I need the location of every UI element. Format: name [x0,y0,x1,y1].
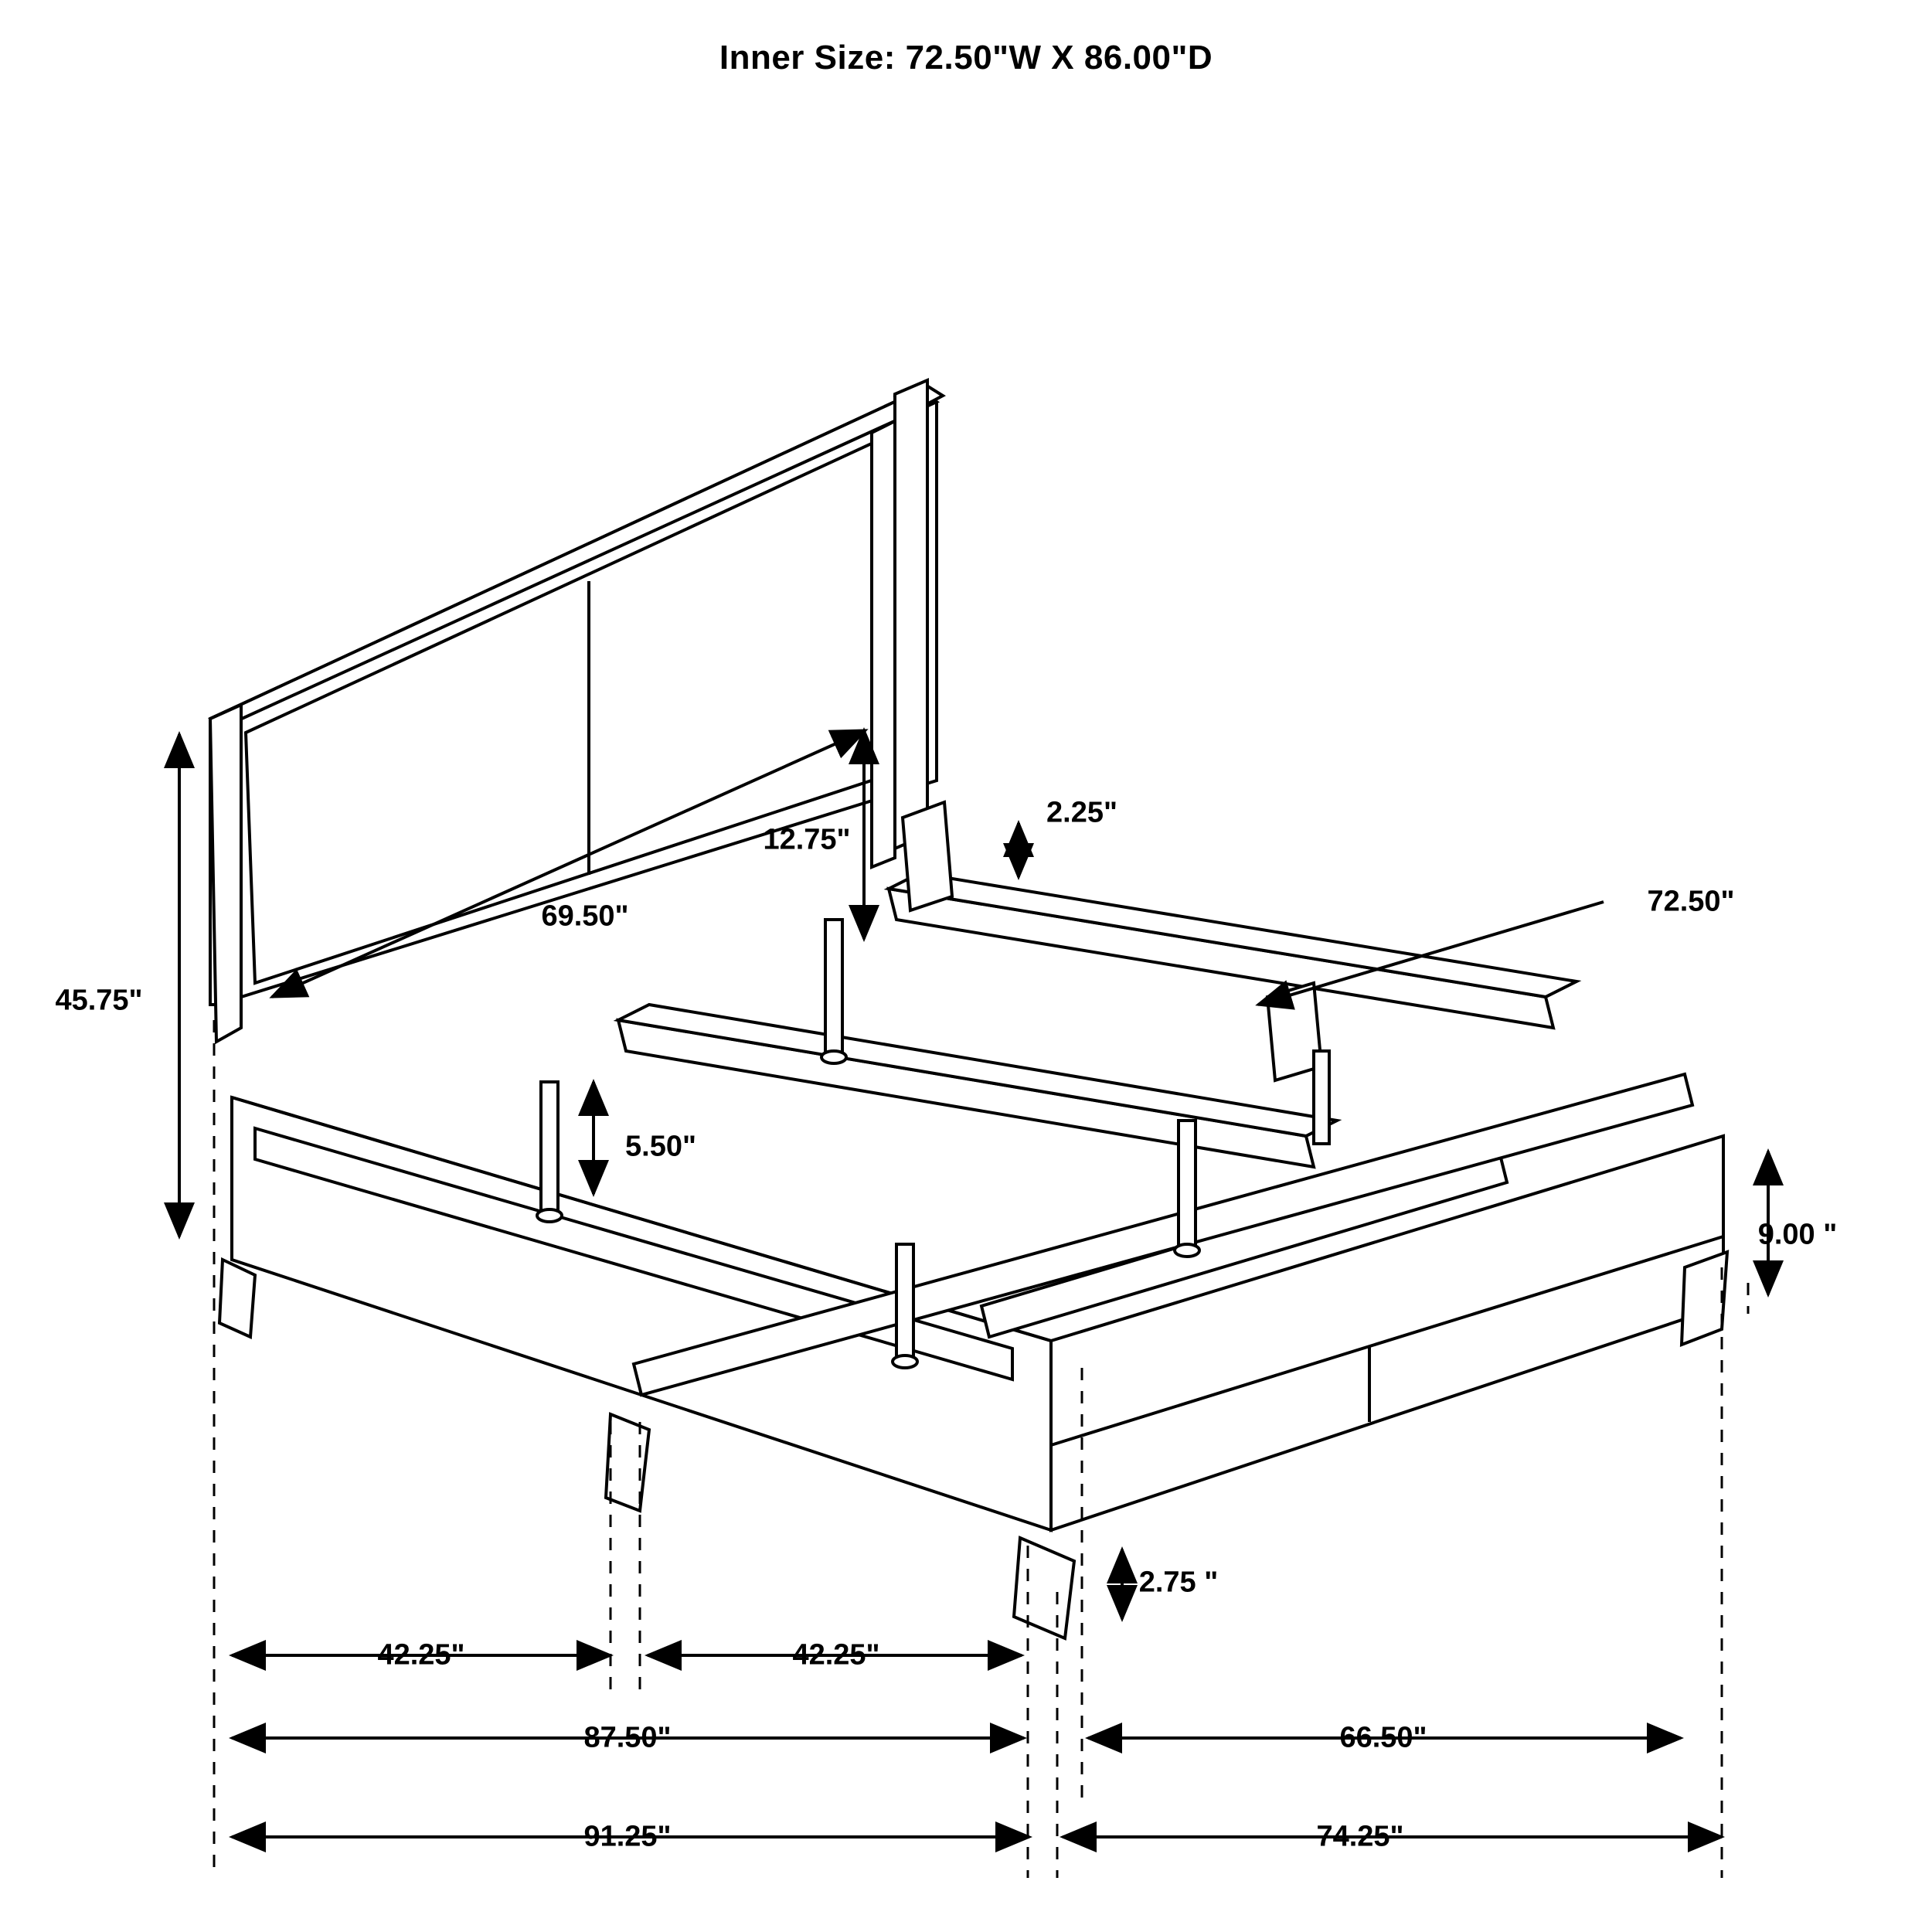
dimension-label-headboard-panel: 12.75" [763,823,851,856]
dimension-label-headboard-width: 69.50" [541,900,629,933]
dimension-label-frame-width: 72.50" [1647,885,1735,918]
dimension-label-foot-clearance: 2.75 " [1138,1566,1219,1599]
dimension-label-rail-gap: 2.25" [1046,796,1117,829]
dimension-label-leg-support: 5.50" [625,1130,696,1163]
dimension-label-overall-length: 91.25" [583,1820,672,1853]
dimension-label-span-left: 42.25" [377,1638,465,1672]
page-title: Inner Size: 72.50"W X 86.00"D [719,39,1213,77]
dimension-label-overall-front: 66.50" [1339,1721,1427,1754]
dimension-label-side-rail-height: 9.00 " [1757,1218,1838,1251]
dimension-label-height-total: 45.75" [55,984,143,1017]
dimension-label-overall-width: 74.25" [1316,1820,1404,1853]
dimension-label-overall-side-inner: 87.50" [583,1721,672,1754]
dimension-label-span-right: 42.25" [792,1638,880,1672]
